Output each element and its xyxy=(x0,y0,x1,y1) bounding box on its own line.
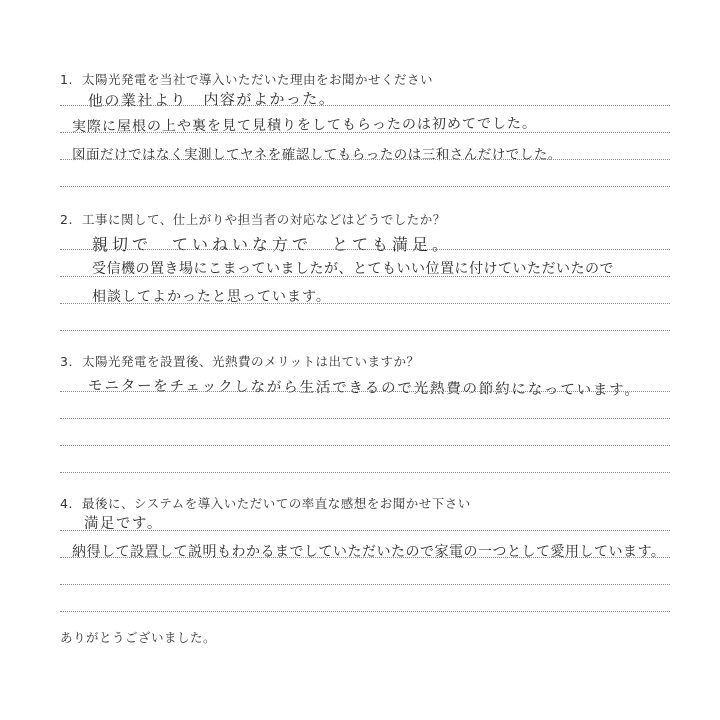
ruled-line xyxy=(60,186,670,187)
answer-1-line-2: 実際に屋根の上や裏を見て見積りをしてもらったのは初めてでした。 xyxy=(71,115,537,136)
question-number: 4. xyxy=(60,496,73,511)
question-number: 3. xyxy=(60,354,73,369)
ruled-line xyxy=(60,159,670,160)
question-text: 太陽光発電を設置後、光熱費のメリットは出ていますか？ xyxy=(82,354,420,369)
question-2 xyxy=(60,210,446,228)
question-4 xyxy=(60,494,471,512)
answer-3-line-1: モニターをチェックしながら生活できるので光熱費の節約になっています。 xyxy=(88,378,641,399)
ruled-line xyxy=(60,611,670,612)
answer-4-line-1: 満足です。 xyxy=(84,516,163,532)
ruled-line xyxy=(60,557,670,558)
answer-4-line-2: 納得して設置して説明もわかるまでしていただいたので家電の一つとして愛用しています。 xyxy=(72,544,666,560)
ruled-line xyxy=(60,105,670,106)
ruled-line xyxy=(60,391,670,392)
ruled-line xyxy=(60,249,670,250)
ruled-line xyxy=(60,303,670,304)
ruled-line xyxy=(60,530,670,531)
question-3 xyxy=(60,352,420,370)
answer-2-line-1: 親切で ていねいな方で とても満足。 xyxy=(92,235,453,254)
ruled-line xyxy=(60,276,670,277)
answer-2-line-2: 受信機の置き場にこまっていましたが、とてもいい位置に付けていただいたので xyxy=(92,261,614,277)
ruled-line xyxy=(60,445,670,446)
question-text: 工事に関して、仕上がりや担当者の対応などはどうでしたか？ xyxy=(82,212,446,227)
question-number: 2. xyxy=(60,212,73,227)
closing-message: ありがとうございました。 xyxy=(60,630,217,645)
ruled-line xyxy=(60,132,670,133)
question-text: 最後に、システムを導入いただいての率直な感想をお聞かせ下さい xyxy=(82,496,471,511)
ruled-line xyxy=(60,472,670,473)
ruled-line xyxy=(60,330,670,331)
answer-1-line-3: 図面だけではなく実測してヤネを確認してもらったのは三和さんだけでした。 xyxy=(72,147,562,163)
answer-2-line-3: 相談してよかったと思っています。 xyxy=(92,289,331,305)
ruled-line xyxy=(60,418,670,419)
ruled-line xyxy=(60,584,670,585)
question-1 xyxy=(60,70,433,88)
question-text: 太陽光発電を当社で導入いただいた理由をお聞かせください xyxy=(82,72,434,87)
answer-1-line-1: 他の業社より 内容がよかった。 xyxy=(87,89,336,111)
question-number: 1. xyxy=(60,72,73,87)
